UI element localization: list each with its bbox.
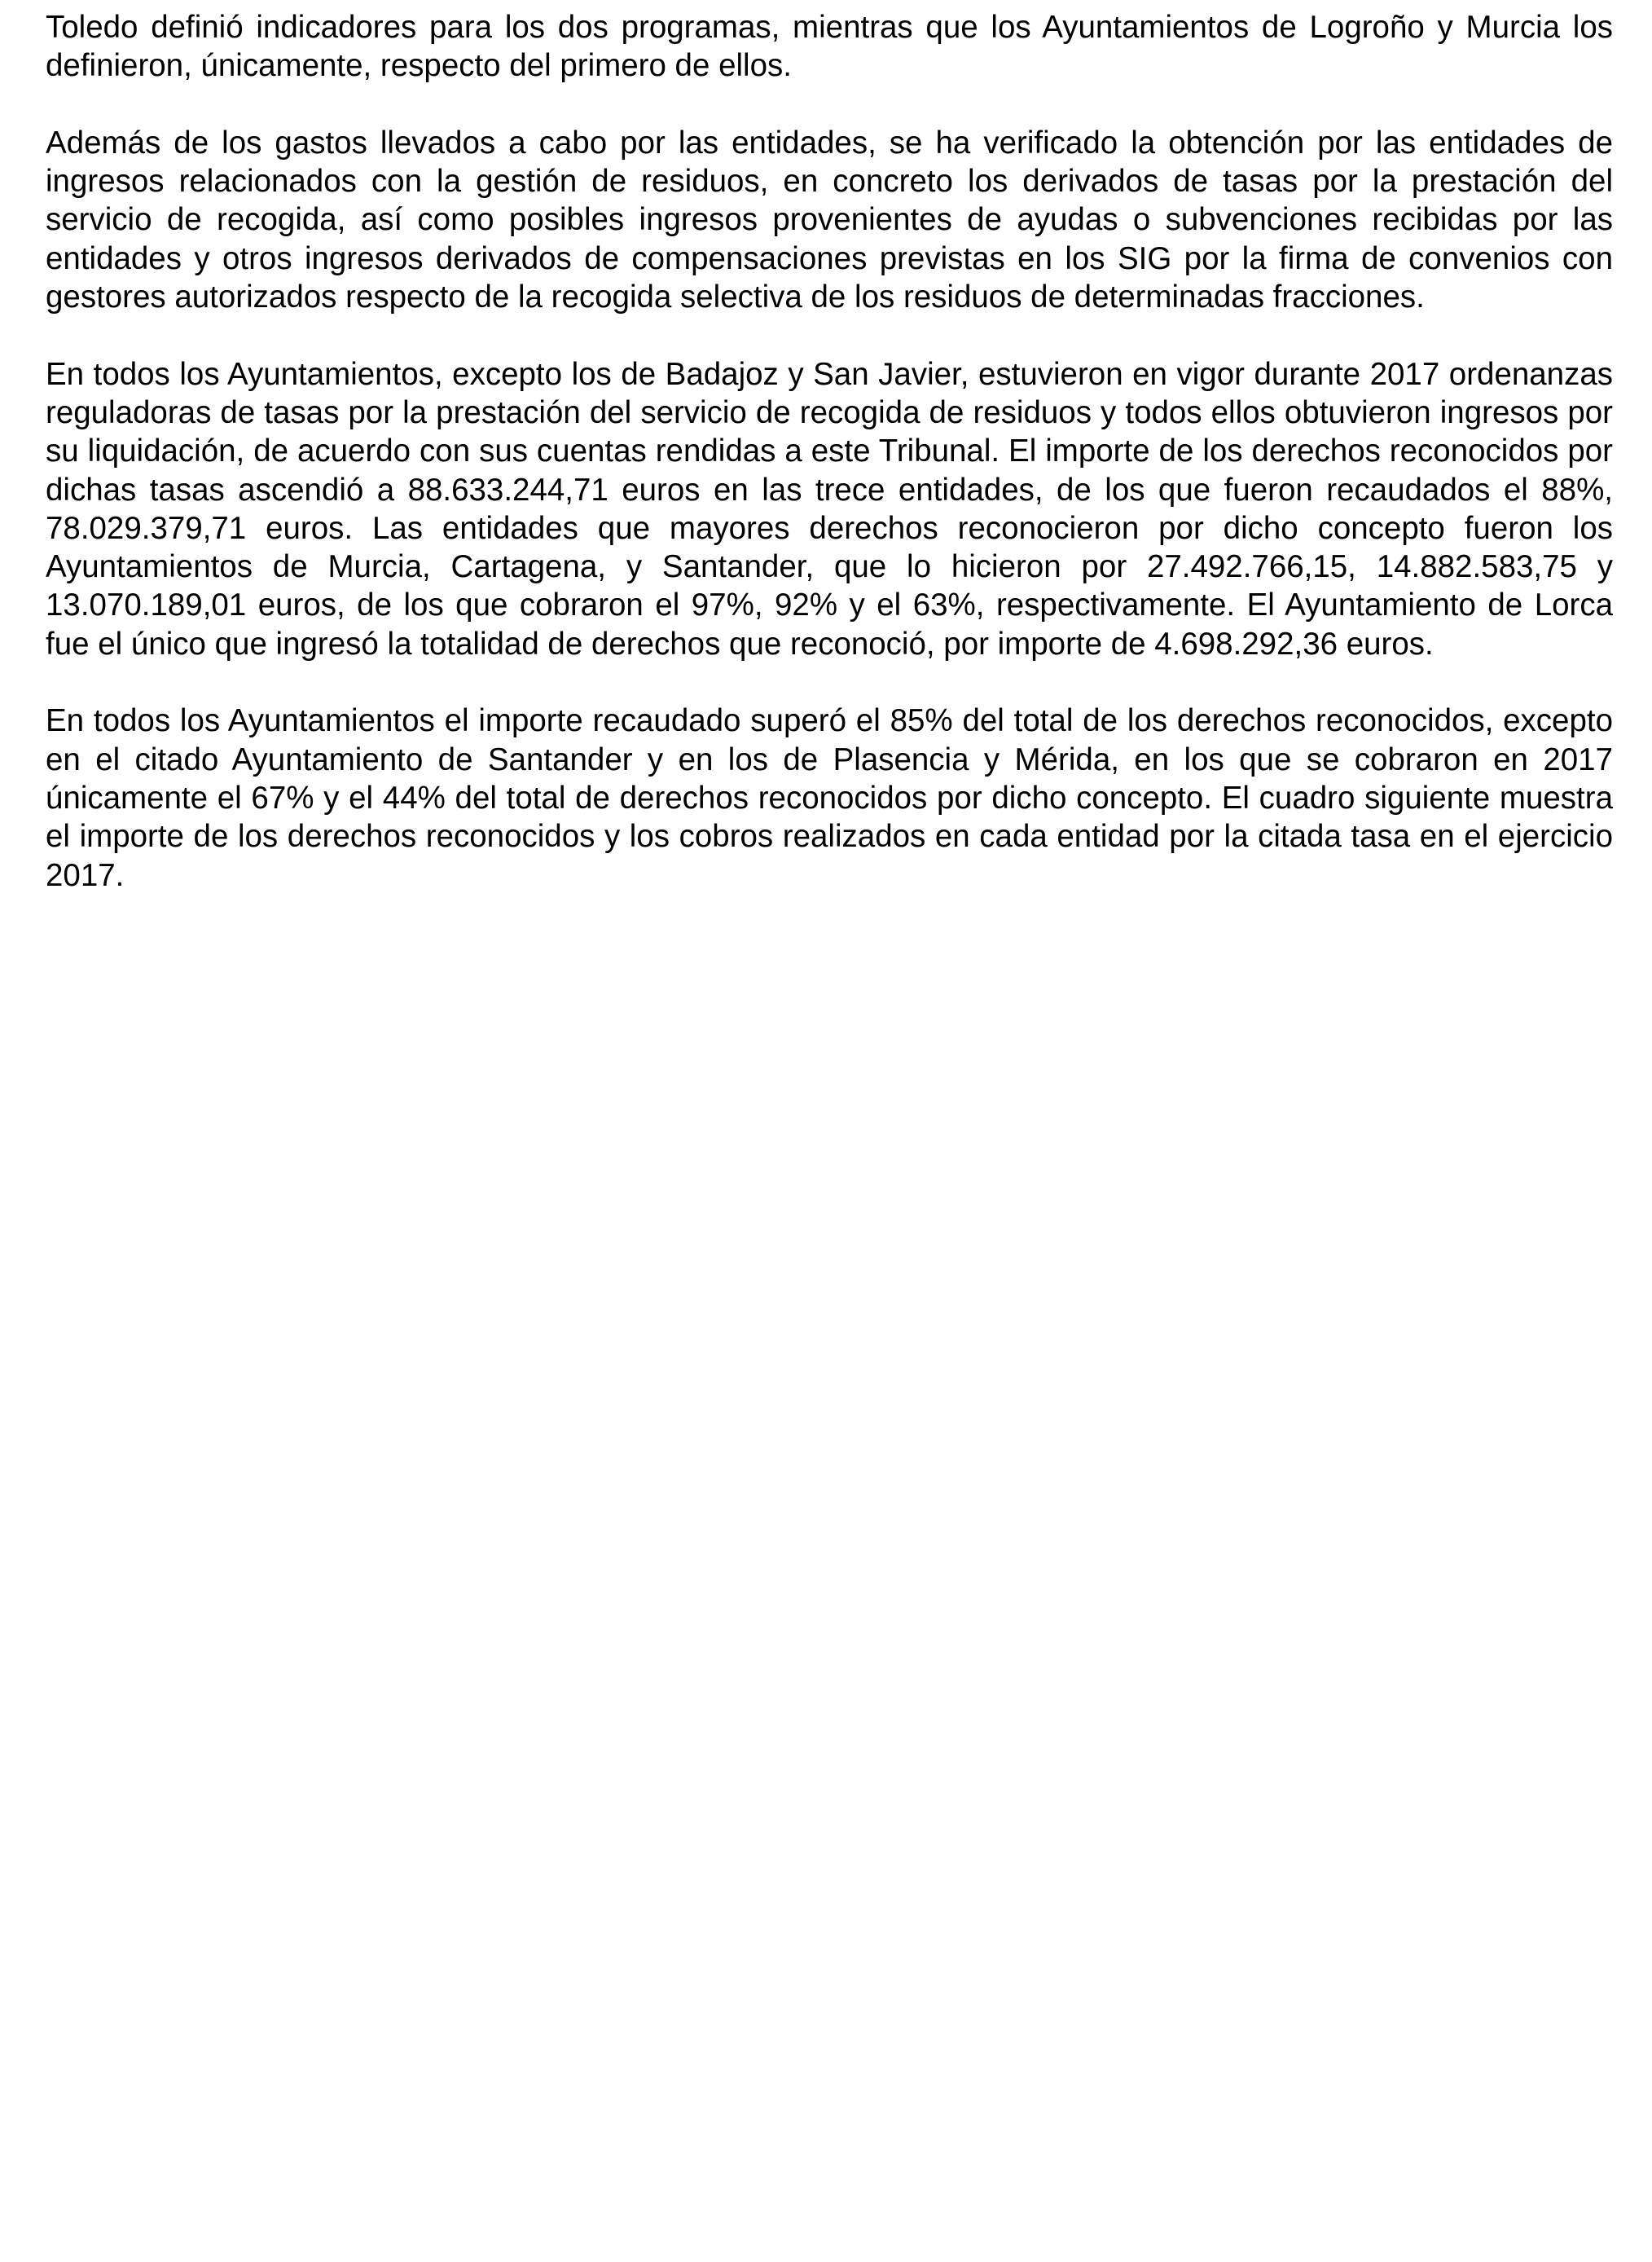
paragraph-indicadores: Toledo definió indicadores para los dos programas, mientras que los Ayuntamientos de Logroño y Murcia los definieron, únicamente, respecto del primero de ellos.	[46, 10, 1613, 84]
paragraph-tasas: En todos los Ayuntamientos, excepto los de Badajoz y San Javier, estuvieron en vigor durante 2017 ordenanzas reguladoras de tasas por la prestación del servicio de recogida de residuos y todos ellos obtuvieron ingresos por su liquidación, de acuerdo con sus cuentas rendidas a este Tribunal. El importe de los derechos reconocidos por dichas tasas ascendió a 88.633.244,71 euros en las trece entidades, de los que fueron recaudados el 88%, 78.029.379,71 euros. Las entidades que mayores derechos reconocieron por dicho concepto fueron los Ayuntamientos de Murcia, Cartagena, y Santander, que lo hicieron por 27.492.766,15, 14.882.583,75 y 13.070.189,01 euros, de los que cobraron el 97%, 92% y el 63%, respectivamente. El Ayuntamiento de Lorca fue el único que ingresó la totalidad de derechos que reconoció, por importe de 4.698.292,36 euros.	[46, 356, 1613, 662]
paragraph-recaudacion: En todos los Ayuntamientos el importe recaudado superó el 85% del total de los derechos reconocidos, excepto en el citado Ayuntamiento de Santander y en los de Plasencia y Mérida, en los que se cobraron en 2017 únicamente el 67% y el 44% del total de derechos reconocidos por dicho concepto. El cuadro siguiente muestra el importe de los derechos reconocidos y los cobros realizados en cada entidad por la citada tasa en el ejercicio 2017.	[46, 703, 1613, 893]
document-page	[46, 8, 1613, 933]
paragraph-ingresos: Además de los gastos llevados a cabo por las entidades, se ha verificado la obtención por las entidades de ingresos relacionados con la gestión de residuos, en concreto los derivados de tasas por la prestación del servicio de recogida, así como posibles ingresos provenientes de ayudas o subvenciones recibidas por las entidades y otros ingresos derivados de compensaciones previstas en los SIG por la firma de convenios con gestores autorizados respecto de la recogida selectiva de los residuos de determinadas fracciones.	[46, 125, 1613, 315]
